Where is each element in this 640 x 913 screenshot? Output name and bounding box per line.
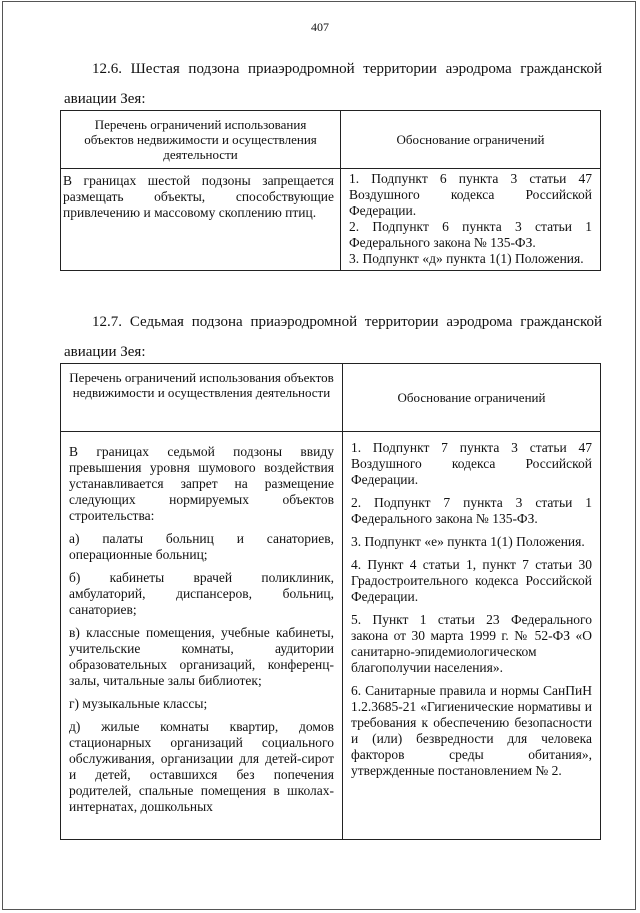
justification-list [343, 432, 601, 840]
justification-item: 3. Подпункт «е» пункта 1(1) Положения. [351, 534, 585, 549]
restriction-text: В границах шестой подзоны запрещается размещать объекты, способствующие привлечению и массовому скоплению птиц. [61, 169, 341, 271]
restrictions-table-zone-6 [60, 110, 601, 271]
restriction-item: д) жилые комнаты квартир, домов стационарных организаций социального обслуживания, организации для детей-сирот и детей, оставшихся без попечения родителей, спальные помещения в школах-интернатах, дошкольных [69, 719, 334, 814]
table-row [61, 169, 601, 271]
column-header-justification: Обоснование ограничений [343, 364, 601, 432]
section-12-6-heading-cont: авиации Зея: [64, 91, 146, 107]
restriction-item: б) кабинеты врачей поликлиник, амбулаторий, диспансеров, больниц, санаториев; [69, 570, 334, 617]
restriction-item: в) классные помещения, учебные кабинеты, учительские комнаты, аудитории образовательных организаций, конференц-залы, читальные залы библиотек; [69, 625, 334, 688]
column-header-justification: Обоснование ограничений [341, 111, 601, 169]
restrictions-table-zone-7 [60, 363, 601, 840]
restriction-list [61, 432, 343, 840]
justification-item: 5. Пункт 1 статьи 23 Федерального закона от 30 марта 1999 г. № 52-ФЗ «О санитарно-эпидемиологическом благополучии населения». [351, 612, 592, 675]
justification-item: 2. Подпункт 7 пункта 3 статьи 1 Федерального закона № 135-ФЗ. [351, 495, 592, 526]
table-header-row [61, 364, 601, 432]
table-row [61, 432, 601, 840]
section-12-7-heading: 12.7. Седьмая подзона приаэродромной территории аэродрома гражданской [92, 314, 602, 330]
restriction-item: а) палаты больниц и санаториев, операционные больниц; [69, 531, 334, 562]
column-header-restrictions: Перечень ограничений использования объектов недвижимости и осуществления деятельности [61, 364, 343, 432]
restriction-intro: В границах седьмой подзоны ввиду превышения уровня шумового воздействия устанавливается запрет на размещение следующих нормируемых объектов строительства: [69, 444, 334, 523]
justification-item: 1. Подпункт 6 пункта 3 статьи 47 Воздушного кодекса Российской Федерации. [349, 171, 592, 218]
justification-item: 6. Санитарные правила и нормы СанПиН 1.2.3685-21 «Гигиенические нормативы и требования к обеспечению безопасности и (или) безвредности для человека факторов среды обитания», утвержденные постановлением № 2. [351, 683, 592, 778]
justification-item: 1. Подпункт 7 пункта 3 статьи 47 Воздушного кодекса Российской Федерации. [351, 440, 592, 487]
justification-item: 2. Подпункт 6 пункта 3 статьи 1 Федерального закона № 135-ФЗ. [349, 219, 592, 250]
justification-item: 3. Подпункт «д» пункта 1(1) Положения. [349, 251, 584, 266]
table-header-row [61, 111, 601, 169]
restriction-item: г) музыкальные классы; [69, 696, 208, 711]
justification-list [341, 169, 601, 271]
column-header-restrictions: Перечень ограничений использования объектов недвижимости и осуществления деятельности [61, 111, 341, 169]
section-12-7-heading-cont: авиации Зея: [64, 344, 146, 360]
justification-item: 4. Пункт 4 статьи 1, пункт 7 статьи 30 Градостроительного кодекса Российской Федерации. [351, 557, 592, 604]
page-number: 407 [311, 20, 329, 34]
section-12-6-heading: 12.6. Шестая подзона приаэродромной территории аэродрома гражданской [92, 61, 602, 77]
